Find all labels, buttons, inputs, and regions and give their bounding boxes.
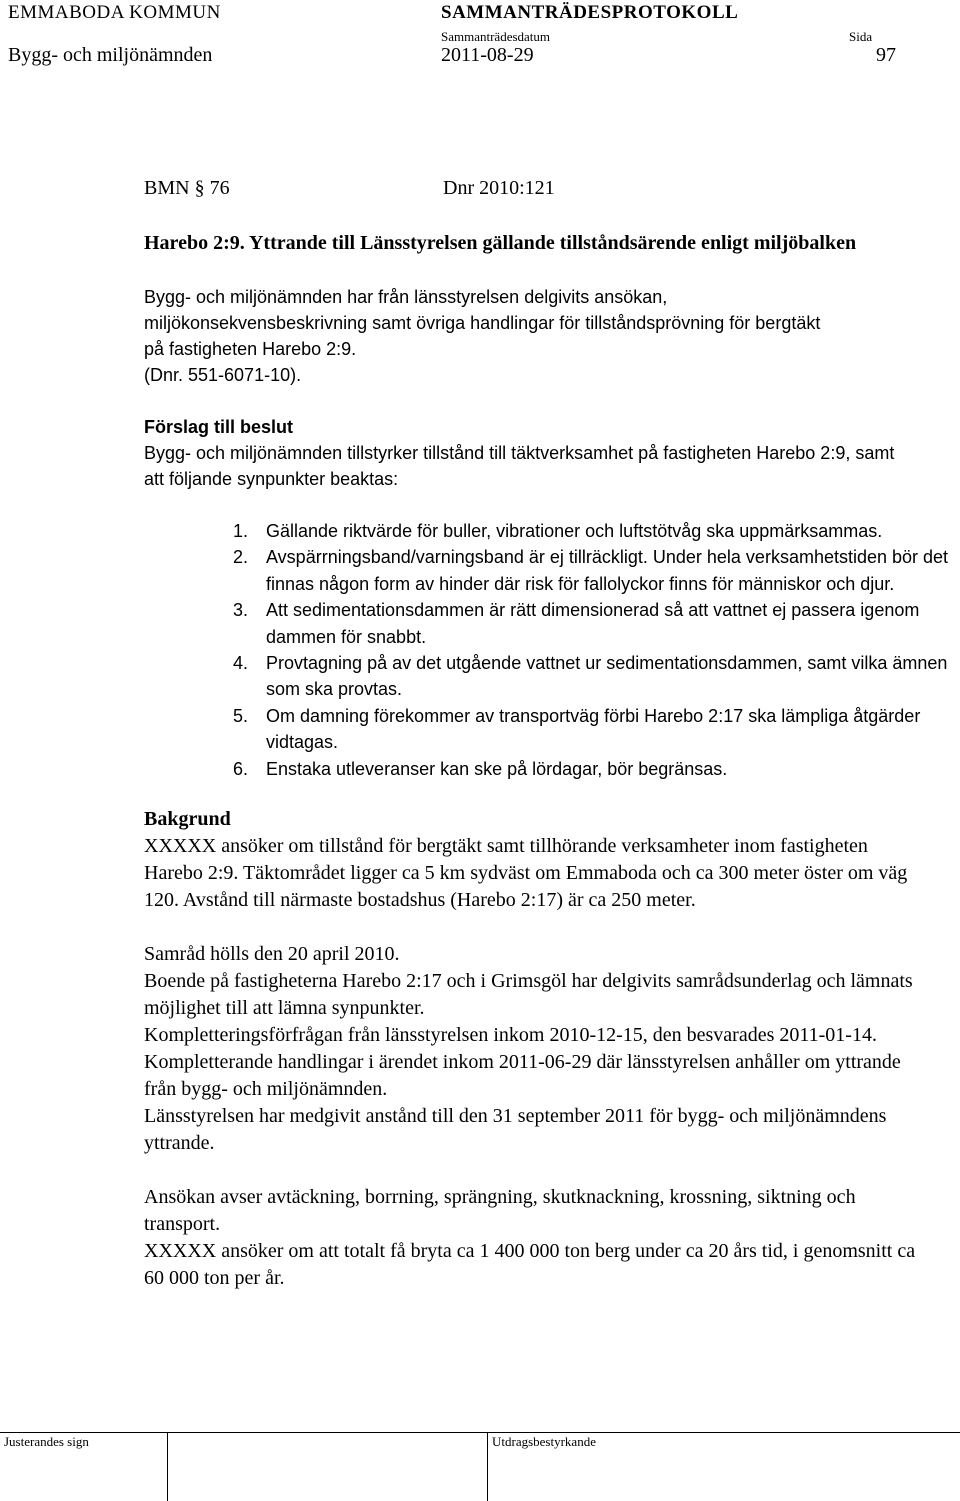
case-title: Harebo 2:9. Yttrande till Länsstyrelsen gällande tillståndsärende enligt miljöbalken [144, 232, 857, 254]
list-item [233, 650, 953, 703]
case-id: BMN § 76 [144, 177, 230, 199]
document-type: SAMMANTRÄDESPROTOKOLL [441, 2, 739, 23]
list-item-number: 6. [233, 758, 249, 779]
background-line: Länsstyrelsen har medgivit anstånd till den 31 september 2011 för bygg- och miljönämndens yttrande. [144, 1105, 887, 1155]
list-item-text: Provtagning på av det utgående vattnet ur sedimentationsdammen, samt vilka ämnen som ska provtas. [266, 653, 948, 700]
list-item-text: Att sedimentationsdammen är rätt dimensionerad så att vattnet ej passera igenom dammen för snabbt. [266, 600, 920, 647]
page-label: Sida [849, 29, 873, 44]
proposal-heading: Förslag till beslut [144, 417, 294, 437]
background-line: Boende på fastigheterna Harebo 2:17 och i Grimsgöl har delgivits samrådsunderlag och lämnats möjlighet till att lämna synpunkter. [144, 970, 913, 1020]
footer-cell-divider [167, 1432, 168, 1501]
list-item-text: Om damning förekommer av transportväg förbi Harebo 2:17 ska lämpliga åtgärder vidtagas. [266, 705, 921, 753]
list-item-number: 3. [233, 600, 249, 621]
list-item-text: Gällande riktvärde för buller, vibrationer och luftstötvåg ska uppmärksammas. [266, 521, 883, 541]
list-item [233, 518, 953, 544]
proposal-list [233, 518, 953, 782]
background-heading: Bakgrund [144, 808, 231, 831]
footer-cell-divider [487, 1432, 488, 1501]
footer-divider [0, 1432, 960, 1433]
proposal-text: Bygg- och miljönämnden tillstyrker tillstånd till täktverksamhet på fastigheten Harebo 2:9, samt att följande synpunkter beaktas: [144, 443, 895, 489]
application-amount: XXXXX ansöker om att totalt få bryta ca 1 400 000 ton berg under ca 20 års tid, i genomsnitt ca 60 000 ton per år. [144, 1240, 916, 1290]
organization-name: EMMABODA KOMMUN [8, 2, 221, 23]
intro-text: Bygg- och miljönämnden har från länsstyrelsen delgivits ansökan, miljökonsekvensbeskrivning samt övriga handlingar för tillståndsprövning för bergtäkt på fastigheten Harebo 2:9. [144, 287, 821, 359]
background-line: Kompletteringsförfrågan från länsstyrelsen inkom 2010-12-15, den besvarades 2011-01-14. [144, 1024, 877, 1047]
extract-certifier-label: Utdragsbestyrkande [492, 1434, 596, 1449]
list-item [233, 597, 953, 650]
list-item-number: 4. [233, 653, 249, 674]
list-item-text: Avspärrningsband/varningsband är ej tillräckligt. Under hela verksamhetstiden bör det finnas någon form av hinder där risk för fallolyckor finns för människor och djur. [266, 547, 949, 594]
case-dnr: Dnr 2010:121 [443, 177, 555, 199]
application-scope: Ansökan avser avtäckning, borrning, sprängning, skutknackning, krossning, siktning och transport. [144, 1186, 856, 1236]
list-item-number: 5. [233, 705, 249, 726]
list-item-text: Enstaka utleveranser kan ske på lördagar, bör begränsas. [266, 758, 728, 779]
date-label: Sammanträdesdatum [441, 29, 551, 44]
background-paragraph: XXXXX ansöker om tillstånd för bergtäkt samt tillhörande verksamheter inom fastigheten Harebo 2:9. Täktområdet ligger ca 5 km sydväst om Emmaboda och ca 300 meter öster om väg 120. Avstånd till närmaste bostadshus (Harebo 2:17) är ca 250 meter. [144, 835, 908, 912]
list-item [233, 544, 953, 597]
adjuster-sign-label: Justerandes sign [4, 1434, 89, 1449]
list-item [233, 703, 953, 756]
list-item-number: 2. [233, 547, 249, 568]
meeting-date: 2011-08-29 [441, 44, 534, 66]
intro-dnr: (Dnr. 551-6071-10). [144, 365, 302, 385]
list-item-number: 1. [233, 521, 249, 541]
committee-name: Bygg- och miljönämnden [8, 44, 213, 66]
background-line: Kompletterande handlingar i ärendet inkom 2011-06-29 där länsstyrelsen anhåller om yttrande från bygg- och miljönämnden. [144, 1051, 901, 1101]
page-number: 97 [876, 44, 896, 66]
background-line: Samråd hölls den 20 april 2010. [144, 943, 400, 966]
intro-paragraph [144, 284, 844, 388]
document-body [144, 230, 949, 1292]
list-item [233, 756, 953, 782]
